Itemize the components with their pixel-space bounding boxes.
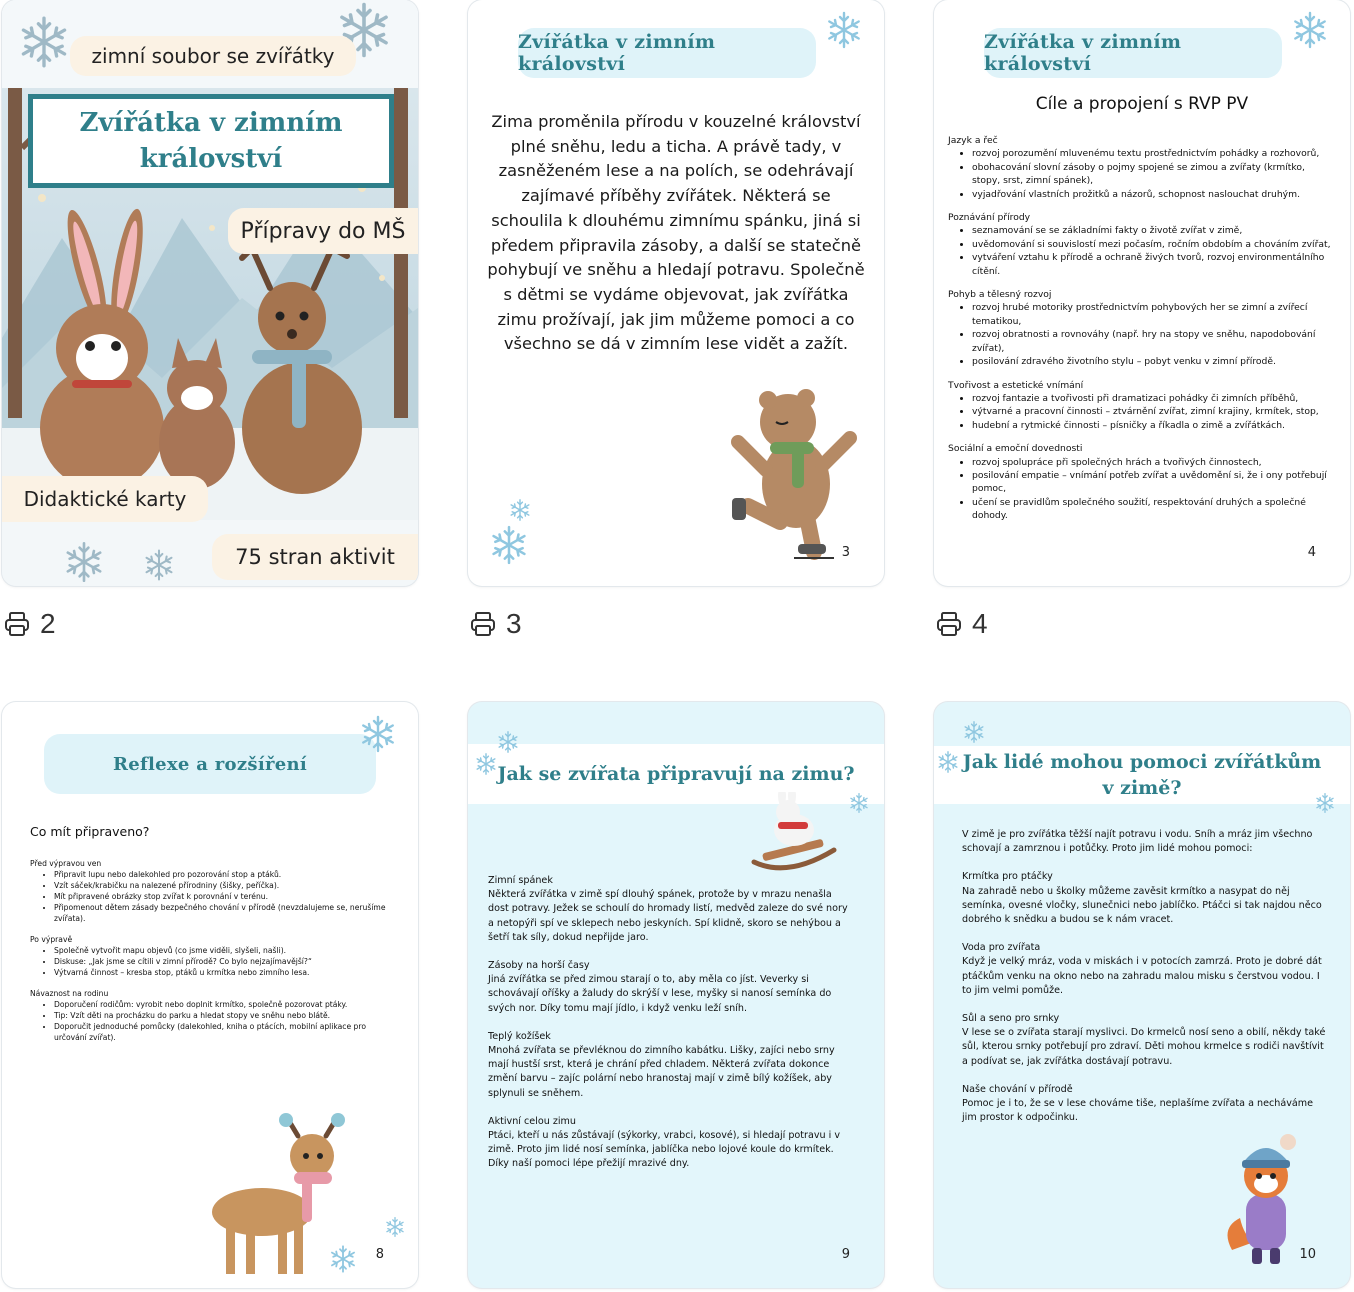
page-label-4 <box>936 606 988 642</box>
text-section <box>962 1083 1330 1126</box>
text-section <box>488 1030 854 1101</box>
list-item: • rozvoj obratnosti a rovnováhy (např. hry na stopy ve sněhu, napodobování zvířat), <box>972 328 1332 355</box>
section-heading: Sůl a seno pro srnky <box>962 1013 1060 1025</box>
section-heading: Tvořivost a estetické vnímání <box>948 379 1084 391</box>
snowflake-icon <box>962 720 986 744</box>
snowflake-icon <box>508 498 532 522</box>
goal-section <box>948 211 1332 278</box>
help-text <box>962 828 1330 1125</box>
list-item: • uvědomování si souvislostí mezi počasím, ročním obdobím a chováním zvířat, <box>972 238 1332 251</box>
list-item: • posilování zdravého životního stylu – pobyt venku v zimní přírodě. <box>972 355 1332 368</box>
list-item: • Připomenout dětem zásady bezpečného chování v přírodě (nevzdalujeme se, nerušíme zvířata). <box>54 902 388 924</box>
section-heading: Zimní spánek <box>488 875 553 886</box>
text-section <box>488 874 854 945</box>
page-number: 3 <box>841 545 850 560</box>
fox-illustration <box>1224 1132 1304 1272</box>
list-item: • rozvoj spolupráce při společných hrách a tvořivých činnostech, <box>972 456 1332 469</box>
section-text: Mnohá zvířata se převléknou do zimního kabátku. Lišky, zajíci nebo srny mají hustší srst, která je chrání před chladem. Některá zvířata dokonce změní barvu – zajíc polární nebo hranostaj mají v zimě bílý kožíšek, aby splynuli se sněhem. <box>488 1045 835 1099</box>
section-heading: Jazyk a řeč <box>948 135 998 146</box>
snowflake-icon <box>142 548 176 582</box>
page-number: 9 <box>841 1247 850 1262</box>
page-thumbnail-9[interactable] <box>468 702 884 1288</box>
list-item: • výtvarné a pracovní činnosti – ztvárnění zvířat, zimní krajiny, krmítek, stop, <box>972 405 1332 418</box>
list-item: • Diskuse: „Jak jsme se cítili v zimní přírodě? Co bylo nejzajímavější?“ <box>54 956 388 967</box>
cover-tag-top: zimní soubor se zvířátky <box>70 36 356 76</box>
page-title: Zvířátka v zimním království <box>518 28 816 78</box>
page-thumbnail-8[interactable] <box>2 702 418 1288</box>
section-heading: Zásoby na horší časy <box>488 960 590 972</box>
list-item: • Mít připravené obrázky stop zvířat k porovnání v terénu. <box>54 891 388 902</box>
list-item: • seznamování se se základními fakty o životě zvířat v zimě, <box>972 224 1332 237</box>
page-subtitle: Co mít připraveno? <box>30 824 150 839</box>
list-item: • Doporučení rodičům: vyrobit nebo doplnit krmítko, společně pozorovat ptáky. <box>54 999 388 1010</box>
page-label-3 <box>470 606 522 642</box>
page-thumbnail-4[interactable] <box>934 0 1350 586</box>
text-section <box>962 1012 1330 1069</box>
bunny-sled-illustration <box>748 792 840 878</box>
snowflake-icon <box>848 792 870 814</box>
list-item: • Vzít sáček/krabičku na nalezené přírodniny (šišky, peříčka). <box>54 880 388 891</box>
page-title: Jak lidé mohou pomoci zvířátkům v zimě? <box>934 746 1350 804</box>
snowflake-icon <box>496 730 520 754</box>
list-item: • Doporučit jednoduché pomůcky (dalekohled, kniha o ptácích, mobilní aplikace pro určování zvířat). <box>54 1021 388 1043</box>
section-text: Pomoc je i to, že se v lese chováme tiše, neplašíme zvířata a necháváme jim prostor k odpočinku. <box>962 1098 1314 1124</box>
section-text: Jiná zvířátka se před zimou starají o to, aby měla co jíst. Veverky si schovávají oříšky a žaludy do skrýší v lese, myšky si nanosí semínka do svých nor. Díky tomu mají jídlo, i když venku leží sníh. <box>488 974 832 1014</box>
goal-section <box>948 134 1332 201</box>
page-label-number: 3 <box>506 608 522 639</box>
section-heading: Teplý kožíšek <box>488 1030 551 1042</box>
text-section <box>488 1115 854 1172</box>
printer-icon[interactable] <box>936 611 962 637</box>
list-item: • učení se pravidlům společného soužití, respektování druhých a společné dohody. <box>972 496 1332 523</box>
snowflake-icon <box>936 750 960 774</box>
snowflake-icon <box>358 714 398 754</box>
list-item: • Společně vytvořit mapu objevů (co jsme viděli, slyšeli, našli). <box>54 945 388 956</box>
list-item: • Výtvarná činnost – kresba stop, ptáků u krmítka nebo zimního lesa. <box>54 967 388 978</box>
section-heading: Sociální a emoční dovednosti <box>948 443 1083 455</box>
section-heading: Poznávání přírody <box>948 212 1031 224</box>
text-section <box>488 959 854 1016</box>
list-item: • Tip: Vzít děti na procházku do parku a hledat stopy ve sněhu nebo blátě. <box>54 1010 388 1021</box>
cover-tag-cards: Didaktické karty <box>2 476 208 522</box>
section-heading: Krmítka pro ptáčky <box>962 871 1053 883</box>
page-label-2 <box>4 606 56 642</box>
section-text: Na zahradě nebo u školky můžeme zavěsit krmítko a nasypat do něj semínka, ovesné vločky, slunečnici nebo jablíčko. Ptáčci si tak najdou něco dobrého k snědku a budou se k nám vracet. <box>962 885 1322 926</box>
snowflake-icon <box>488 524 530 566</box>
list-item: • rozvoj porozumění mluvenému textu prostřednictvím pohádky a rozhovorů, <box>972 147 1332 160</box>
snowflake-icon <box>328 1244 358 1274</box>
page-thumbnail-3[interactable] <box>468 0 884 586</box>
snowflake-icon <box>474 752 498 776</box>
printer-icon[interactable] <box>470 611 496 637</box>
intro-text: Zima proměnila přírodu v kouzelné království plné sněhu, ledu a ticha. A právě tady, v zasněženém lese a na polích, se odehrávají zajímavé příběhy zvířátek. Některá se schoulila k dlouhému zimnímu spánku, jiná si předem připravila zásoby, a další se statečně pohybují ve sněhu a hledají potravu. Společně s dětmi se vydáme objevovat, jak zvířátka zimu prožívají, jak jim můžeme pomoci a co všechno se dá v zimním lese vidět a zažít. <box>487 112 865 354</box>
page-label-number: 4 <box>972 608 988 639</box>
prep-section <box>30 934 388 978</box>
section-heading: Pohyb a tělesný rozvoj <box>948 289 1052 301</box>
snowflake-icon <box>1290 10 1330 50</box>
goal-section <box>948 379 1332 433</box>
section-heading: Voda pro zvířata <box>962 942 1041 954</box>
prep-list <box>30 858 388 1043</box>
snowflake-icon <box>824 10 864 50</box>
snowflake-icon <box>62 540 106 584</box>
text-section <box>962 941 1330 998</box>
text-section <box>962 870 1330 927</box>
page-title: Jak se zvířata připravují na zimu? <box>468 744 884 804</box>
page-number: 10 <box>1299 1247 1316 1262</box>
list-item: • vytváření vztahu k přírodě a ochraně živých tvorů, rozvoj environmentálního cítění. <box>972 251 1332 278</box>
list-item: • vyjadřování vlastních prožitků a názorů, schopnost naslouchat druhým. <box>972 188 1332 201</box>
printer-icon[interactable] <box>4 611 30 637</box>
goals-list <box>948 134 1332 523</box>
cover-title: Zvířátka v zimním království <box>28 94 394 188</box>
list-item: • posilování empatie – vnímání potřeb zvířat a uvědomění si, že i ony potřebují pomoc, <box>972 469 1332 496</box>
bear-skating-illustration <box>718 386 868 566</box>
section-text: Ptáci, kteří u nás zůstávají (sýkorky, vrabci, kosové), si hledají potravu i v zimě. Proto jim lidé nosí semínka, jablíčka nebo lojové koule do krmítek. Díky naší pomoci lépe přežijí mrazivé dny. <box>488 1130 841 1170</box>
list-item: • rozvoj fantazie a tvořivosti při dramatizaci pohádky či zimních příběhů, <box>972 392 1332 405</box>
page-subtitle: Cíle a propojení s RVP PV <box>1035 94 1249 114</box>
snowflake-icon <box>16 14 72 70</box>
cover-tag-pages: 75 stran aktivit <box>212 534 418 580</box>
section-text: Když je velký mráz, voda v miskách i v potocích zamrzá. Proto je dobré dát ptáčkům venku na okno nebo na zahradu malou misku s čerstvou vodou. I to jim velmi pomůže. <box>962 956 1322 996</box>
section-text: Některá zvířátka v zimě spí dlouhý spánek, protože by v mrazu nenašla dost potravy. Ježek se schoulí do hromady listí, medvěd zaleze do své nory a netopýři spí ve sklepech nebo jeskyních. Spí klidně, skoro se nehýbou a šetří tak síly, dokud nepřijde jaro. <box>488 889 848 943</box>
section-heading: Před výpravou ven <box>30 859 102 868</box>
section-heading: Návaznost na rodinu <box>30 989 109 998</box>
section-heading: Aktivní celou zimu <box>488 1115 576 1127</box>
page-title: Reflexe a rozšíření <box>44 734 376 794</box>
section-heading: Po výpravě <box>30 935 73 944</box>
page-thumbnail-2[interactable] <box>2 0 418 586</box>
list-item: • hudební a rytmické činnosti – písničky a říkadla o zimě a zvířátkách. <box>972 419 1332 432</box>
page-number: 4 <box>1307 545 1316 560</box>
snowflake-icon <box>384 1216 406 1238</box>
page-thumbnail-10[interactable] <box>934 702 1350 1288</box>
list-item: • Připravit lupu nebo dalekohled pro pozorování stop a ptáků. <box>54 869 388 880</box>
section-text: V lese se o zvířata starají myslivci. Do krmelců nosí seno a obilí, někdy také sůl, kterou srnky potřebují pro zdraví. Děti mohou krmelce s rodiči navštívit a podívat se, jak zvířátka dostávají potravu. <box>962 1027 1326 1067</box>
list-item: • obohacování slovní zásoby o pojmy spojené se zimou a zvířaty (krmítko, stopy, srst, zimní spánek), <box>972 161 1332 188</box>
prep-section <box>30 858 388 924</box>
intro-paragraph: V zimě je pro zvířátka těžší najít potravu i vodu. Sníh a mráz jim všechno schovají a zamrznou i potůčky. Proto jim lidé mohou pomoci: <box>962 829 1313 855</box>
page-number: 8 <box>375 1247 384 1262</box>
page-label-number: 2 <box>40 608 56 639</box>
snowflake-icon <box>1314 792 1336 814</box>
section-heading: Naše chování v přírodě <box>962 1083 1073 1095</box>
preparation-text <box>488 874 854 1172</box>
list-item: • rozvoj hrubé motoriky prostřednictvím pohybových her se zimní a zvířecí tematikou, <box>972 301 1332 328</box>
goal-section <box>948 288 1332 368</box>
page-title: Zvířátka v zimním království <box>984 28 1282 78</box>
prep-section <box>30 988 388 1043</box>
cover-tag-prep: Přípravy do MŠ <box>228 208 418 254</box>
goal-section <box>948 442 1332 522</box>
